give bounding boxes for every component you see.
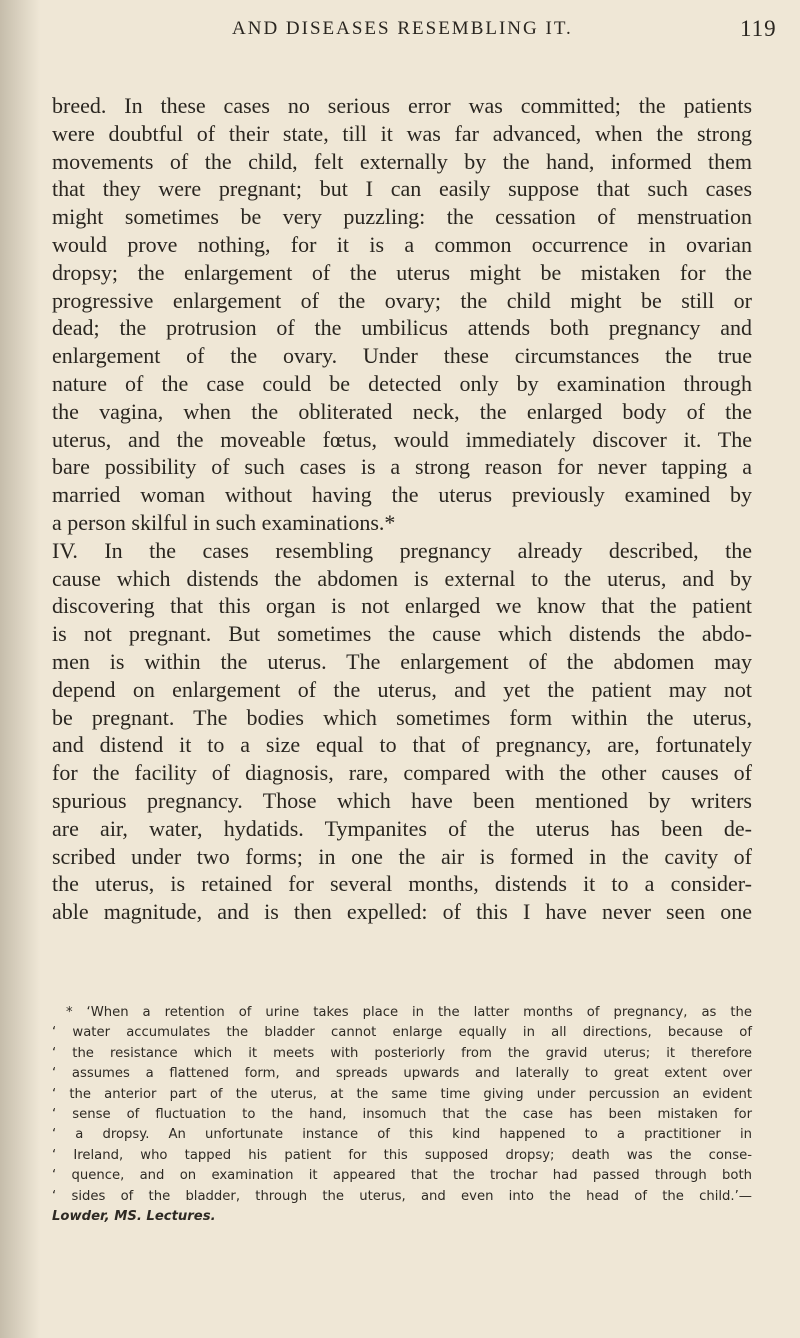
page-number: 119 [740,16,777,41]
footnote-attribution: Lowder, MS. Lectures. [52,1209,216,1225]
text-line: nature of the case could be detected only by examination through [52,370,752,396]
text-line: uterus, and the moveable fœtus, would immediately discover it. The [52,426,752,452]
text-line: dropsy; the enlargement of the uterus might be mistaken for the [52,259,752,285]
text-line: enlargement of the ovary. Under these circumstances the true [52,343,752,369]
text-line: cause which distends the abdomen is external to the uterus, and by [52,565,752,591]
footnote-line: * ‘When a retention of urine takes place in the latter months of pregnancy, as the [66,1005,752,1020]
text-line: the vagina, when the obliterated neck, the enlarged body of the [52,398,752,424]
text-line: a person skilful in such examinations.* [52,509,396,535]
text-line: might sometimes be very puzzling: the cessation of menstruation [52,204,752,230]
text-line: married woman without having the uterus previously examined by [52,482,752,508]
footnote-line: ‘ sides of the bladder, through the uterus, and even into the head of the child.’— [52,1188,752,1204]
text-line: is not pregnant. But sometimes the cause which distends the abdo- [52,621,752,647]
text-line: scribed under two forms; in one the air is formed in the cavity of [52,843,752,869]
text-line: spurious pregnancy. Those which have been mentioned by writers [52,787,752,813]
footnote-line: ‘ the anterior part of the uterus, at the same time giving under percussion an evident [52,1086,752,1102]
footnote-line: ‘ assumes a flattened form, and spreads upwards and laterally to great extent over [52,1066,752,1082]
text-line: progressive enlargement of the ovary; the child might be still or [52,287,752,313]
body-text [52,92,752,926]
text-line: would prove nothing, for it is a common occurrence in ovarian [52,231,752,257]
text-line: that they were pregnant; but I can easily suppose that such cases [52,176,752,202]
footnote-line: ‘ water accumulates the bladder cannot enlarge equally in all directions, because of [52,1025,752,1041]
text-line: breed. In these cases no serious error was committed; the patients [52,93,752,118]
text-line: men is within the uterus. The enlargement of the abdomen may [52,648,752,674]
footnote-line: ‘ quence, and on examination it appeared that the trochar had passed through both [52,1168,752,1184]
text-line: are air, water, hydatids. Tympanites of the uterus has been de- [52,815,752,841]
text-line: dead; the protrusion of the umbilicus attends both pregnancy and [52,315,752,341]
text-line: movements of the child, felt externally by the hand, informed them [52,148,752,174]
text-line: for the facility of diagnosis, rare, compared with the other causes of [52,760,752,786]
footnote-line: ‘ a dropsy. An unfortunate instance of this kind happened to a practitioner in [52,1127,752,1143]
text-line: the uterus, is retained for several months, distends it to a consider- [52,871,752,897]
footnote-line: ‘ Ireland, who tapped his patient for this supposed dropsy; death was the conse- [52,1147,752,1163]
footnote [52,1003,752,1227]
text-line: depend on enlargement of the uterus, and yet the patient may not [52,676,752,702]
text-line: IV. In the cases resembling pregnancy already described, the [52,537,752,563]
text-line: discovering that this organ is not enlarged we know that the patient [52,593,752,619]
text-line: bare possibility of such cases is a strong reason for never tapping a [52,454,752,480]
text-line: be pregnant. The bodies which sometimes form within the uterus, [52,704,752,730]
text-line: and distend it to a size equal to that of pregnancy, are, fortunately [52,732,752,758]
text-line: were doubtful of their state, till it was far advanced, when the strong [52,120,752,146]
running-head: AND DISEASES RESEMBLING IT. [232,18,573,39]
footnote-line: ‘ sense of fluctuation to the hand, insomuch that the case has been mistaken for [52,1107,752,1123]
text-line: able magnitude, and is then expelled: of this I have never seen one [52,899,752,925]
footnote-line: ‘ the resistance which it meets with posteriorly from the gravid uterus; it therefore [52,1045,752,1061]
